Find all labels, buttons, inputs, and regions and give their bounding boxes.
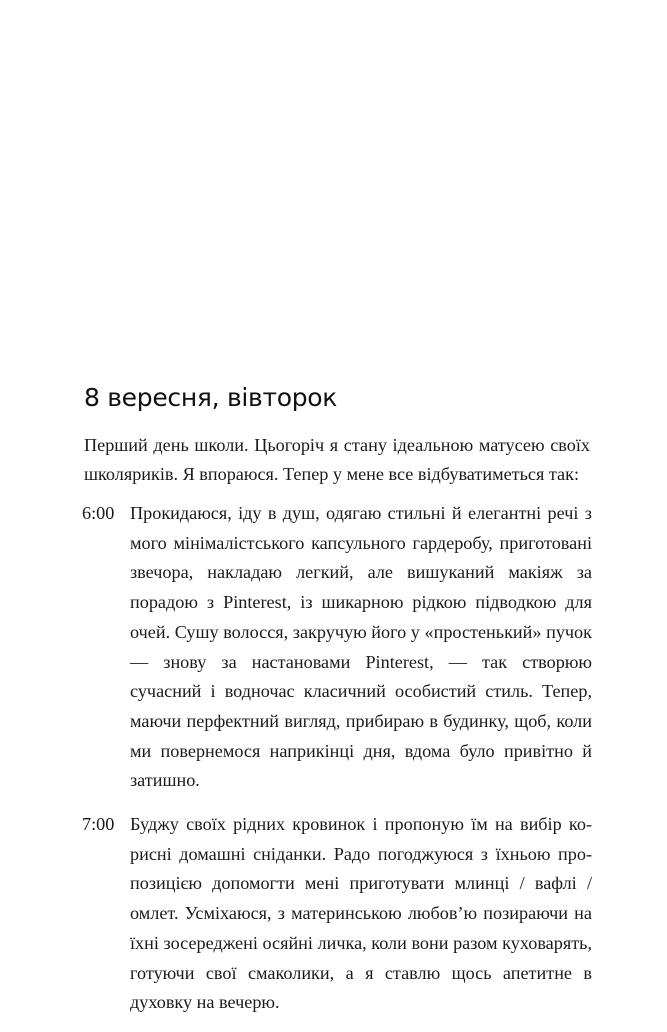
schedule-text: Прокидаюся, іду в душ, одягаю стильні й елегантні речі з мого мінімалістського капсульного гардеробу, приготовані звечора, накладаю легкий, але вишуканий макіяж за порадою з Pinterest, із шикарною рідкою підводкою для очей. Сушу волосся, закручую його у «простенький» пучок — знову за настановами Pinterest, — так створюю сучасний і водночас класичний особистий стиль. Тепер, маючи перфектний вигляд, прибираю в будинку, щоб, коли ми повернемося наприкінці дня, вдома було привітно й затишно. xyxy=(130,503,592,791)
schedule-time: 7:00 xyxy=(82,814,115,835)
intro-paragraph: Перший день школи. Цьогоріч я стану ідеальною матусею своїх школяриків. Я впораюся. Тепер у мене все відбуватиметься так: xyxy=(84,435,590,484)
schedule-list xyxy=(82,499,592,1032)
schedule-text: Буджу своїх рідних кровинок і пропоную їм на вибір корисні домашні сніданки. Радо погоджуюся з їхньою пропозицією допомогти мені приготувати млинці / вафлі / омлет. Усміхаюся, з материнською любов’ю позираючи на їхні зосереджені осяйні личка, коли вони разом куховарять, готуючи свої смаколики, а я ставлю щось апетитне в духовку на вечерю. xyxy=(130,814,592,1013)
chapter-heading: 8 вересня, вівторок xyxy=(84,383,338,412)
schedule-entry xyxy=(82,810,592,1018)
schedule-time: 6:00 xyxy=(82,503,115,523)
schedule-entry xyxy=(82,499,592,796)
